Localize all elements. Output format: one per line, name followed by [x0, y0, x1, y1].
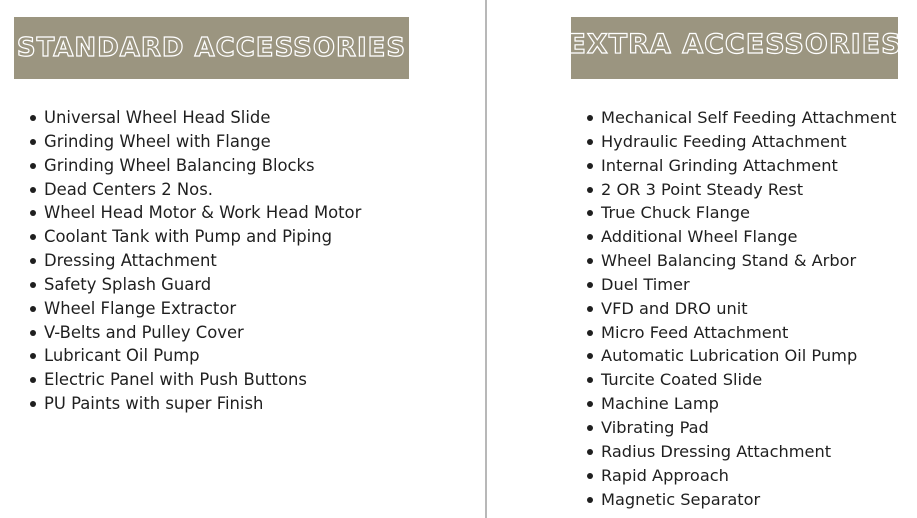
list-item: Vibrating Pad — [587, 416, 897, 440]
list-item: Universal Wheel Head Slide — [30, 106, 361, 130]
list-item: VFD and DRO unit — [587, 297, 897, 321]
list-item: Wheel Flange Extractor — [30, 297, 361, 321]
extra-accessories-title: EXTRA ACCESSORIES — [567, 28, 902, 60]
standard-accessories-banner — [14, 17, 409, 79]
list-item: Wheel Head Motor & Work Head Motor — [30, 201, 361, 225]
standard-accessories-title: STANDARD ACCESSORIES — [16, 33, 407, 63]
extra-accessories-list — [587, 106, 897, 511]
list-item: Magnetic Separator — [587, 488, 897, 512]
list-item: Dead Centers 2 Nos. — [30, 178, 361, 202]
list-item: Internal Grinding Attachment — [587, 154, 897, 178]
list-item: V-Belts and Pulley Cover — [30, 321, 361, 345]
list-item: Electric Panel with Push Buttons — [30, 368, 361, 392]
list-item: Lubricant Oil Pump — [30, 344, 361, 368]
list-item: Additional Wheel Flange — [587, 225, 897, 249]
standard-accessories-list — [30, 106, 361, 416]
list-item: Dressing Attachment — [30, 249, 361, 273]
list-item: Grinding Wheel with Flange — [30, 130, 361, 154]
list-item: Wheel Balancing Stand & Arbor — [587, 249, 897, 273]
column-divider — [485, 0, 487, 518]
list-item: Machine Lamp — [587, 392, 897, 416]
list-item: Radius Dressing Attachment — [587, 440, 897, 464]
list-item: Automatic Lubrication Oil Pump — [587, 344, 897, 368]
list-item: Grinding Wheel Balancing Blocks — [30, 154, 361, 178]
list-item: Coolant Tank with Pump and Piping — [30, 225, 361, 249]
list-item: Safety Splash Guard — [30, 273, 361, 297]
list-item: True Chuck Flange — [587, 201, 897, 225]
list-item: Duel Timer — [587, 273, 897, 297]
list-item: Turcite Coated Slide — [587, 368, 897, 392]
list-item: Micro Feed Attachment — [587, 321, 897, 345]
list-item: PU Paints with super Finish — [30, 392, 361, 416]
extra-accessories-banner — [567, 17, 902, 79]
list-item: 2 OR 3 Point Steady Rest — [587, 178, 897, 202]
list-item: Hydraulic Feeding Attachment — [587, 130, 897, 154]
list-item: Mechanical Self Feeding Attachment — [587, 106, 897, 130]
list-item: Rapid Approach — [587, 464, 897, 488]
